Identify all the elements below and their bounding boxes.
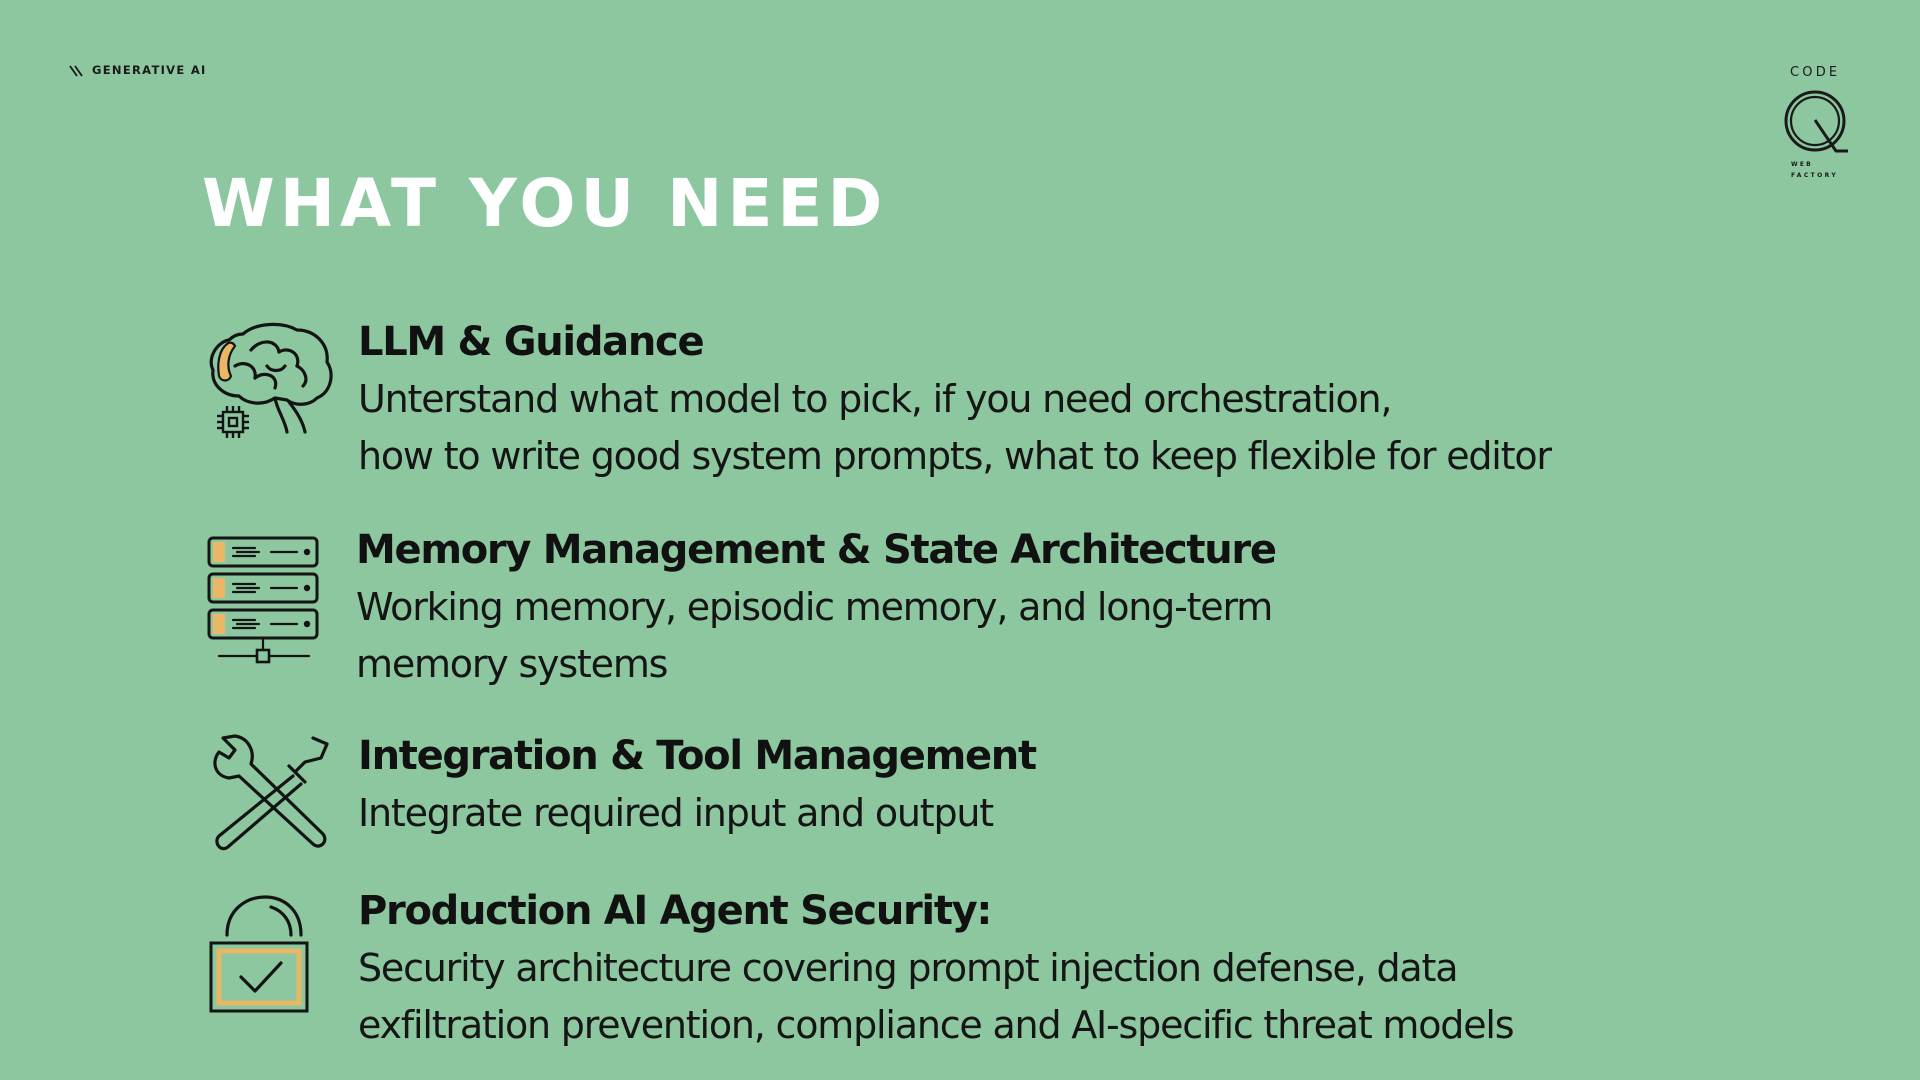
- logo-bottom-line-1: WEB: [1791, 161, 1813, 168]
- item-description-line: exfiltration prevention, compliance and AI-specific threat models: [358, 1003, 1514, 1047]
- item-text: [358, 883, 1513, 1054]
- item-description-line: Security architecture covering prompt injection defense, data: [358, 946, 1458, 990]
- padlock-check-icon: [205, 893, 325, 1023]
- logo-bottom-line-2: FACTORY: [1791, 172, 1839, 179]
- page-title: WHAT YOU NEED: [202, 165, 888, 242]
- item-description-line: memory systems: [356, 642, 668, 686]
- wrench-screwdriver-icon: [205, 732, 335, 852]
- item-heading: LLM & Guidance: [358, 319, 704, 365]
- item-text: [358, 314, 1551, 485]
- logo-q-icon: [1782, 88, 1852, 158]
- item-description-line: Working memory, episodic memory, and long-term: [356, 585, 1273, 629]
- item-description-line: Unterstand what model to pick, if you need orchestration,: [358, 377, 1392, 421]
- item-text: [358, 728, 1036, 842]
- item-heading: Production AI Agent Security:: [358, 888, 992, 934]
- breadcrumb: [69, 65, 207, 77]
- item-heading: Memory Management & State Architecture: [356, 527, 1276, 573]
- company-logo: [1772, 66, 1862, 184]
- logo-top-text: CODE: [1790, 65, 1841, 80]
- item-description-line: Integrate required input and output: [358, 791, 993, 835]
- server-rack-icon: [205, 532, 323, 672]
- item-text: [356, 522, 1276, 693]
- double-slash-icon: [69, 65, 85, 77]
- brain-chip-icon: [205, 320, 335, 444]
- breadcrumb-label: GENERATIVE AI: [92, 63, 207, 78]
- item-heading: Integration & Tool Management: [358, 733, 1036, 779]
- item-description-line: how to write good system prompts, what to keep flexible for editor: [358, 434, 1551, 478]
